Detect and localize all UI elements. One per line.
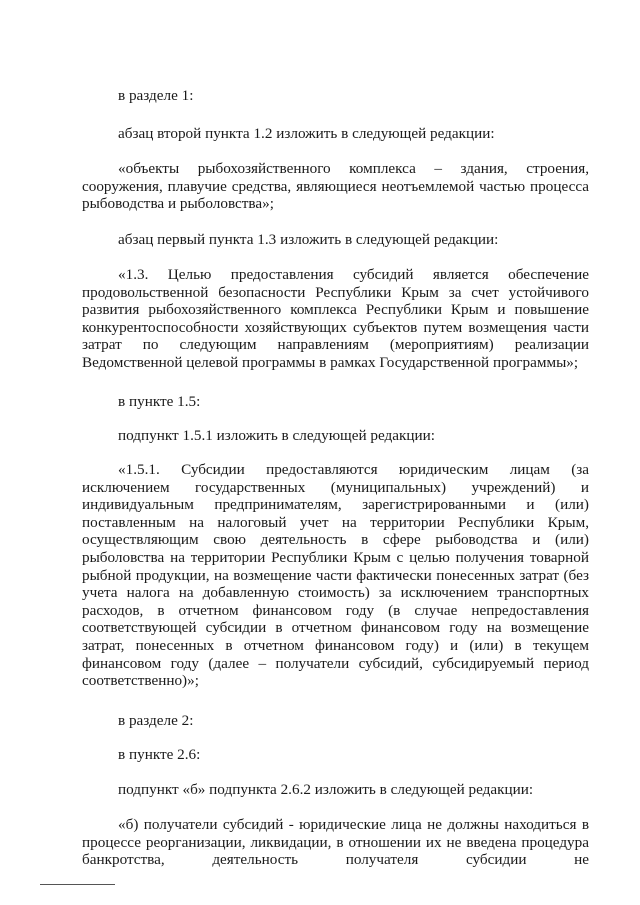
paragraph-subsidy-1-5-1: «1.5.1. Субсидии предоставляются юридическим лицам (за исключением государственных (муниципальных) учреждений) и индивидуальным предпринимателям, зарегистрированными и (или) поставленным на налоговый учет на территории Республики Крым, осуществляющим свою деятельность в сфере рыбоводства и (или) рыболовства на территории Республики Крым с целью получения товарной рыбной продукции, на возмещение части фактически понесенных затрат (без учета налога на добавленную стоимость) за исключением транспортных расходов, в отчетном финансовом году (в случае непредоставления соответствующей субсидии в отчетном финансовом году на возмещение затрат, понесенных в отчетном финансовом году) и (или) в текущем финансовом году (далее – получатели субсидий, субсидируемый период соответственно)»;: [82, 461, 589, 690]
paragraph-item-1-2: абзац второй пункта 1.2 изложить в следующей редакции:: [118, 125, 495, 142]
paragraph-item-1-5: в пункте 1.5:: [118, 393, 201, 410]
paragraph-subitem-2-6-2: подпункт «б» подпункта 2.6.2 изложить в следующей редакции:: [118, 781, 534, 798]
footnote-divider: [40, 884, 115, 885]
paragraph-section-2: в разделе 2:: [118, 712, 194, 729]
paragraph-objects-definition: «объекты рыбохозяйственного комплекса – здания, строения, сооружения, плавучие средства, являющиеся неотъемлемой частью процесса рыбоводства и рыболовства»;: [82, 160, 589, 213]
paragraph-item-1-3: абзац первый пункта 1.3 изложить в следующей редакции:: [118, 231, 499, 248]
paragraph-item-2-6: в пункте 2.6:: [118, 746, 201, 763]
paragraph-goal-1-3: «1.3. Целью предоставления субсидий является обеспечение продовольственной безопасности Республики Крым за счет устойчивого развития рыбохозяйственного комплекса Республики Крым и повышение конкурентоспособности хозяйствующих субъектов путем возмещения части затрат по следующим направлениям (мероприятиям) реализации Ведомственной целевой программы в рамках Государственной программы»;: [82, 266, 589, 371]
paragraph-recipients-b: «б) получатели субсидий - юридические лица не должны находиться в процессе реорганизации, ликвидации, в отношении их не введена процедура банкротства, деятельность получателя субсидии не: [82, 816, 589, 869]
paragraph-section-1: в разделе 1:: [118, 87, 194, 104]
paragraph-subitem-1-5-1: подпункт 1.5.1 изложить в следующей редакции:: [118, 427, 435, 444]
